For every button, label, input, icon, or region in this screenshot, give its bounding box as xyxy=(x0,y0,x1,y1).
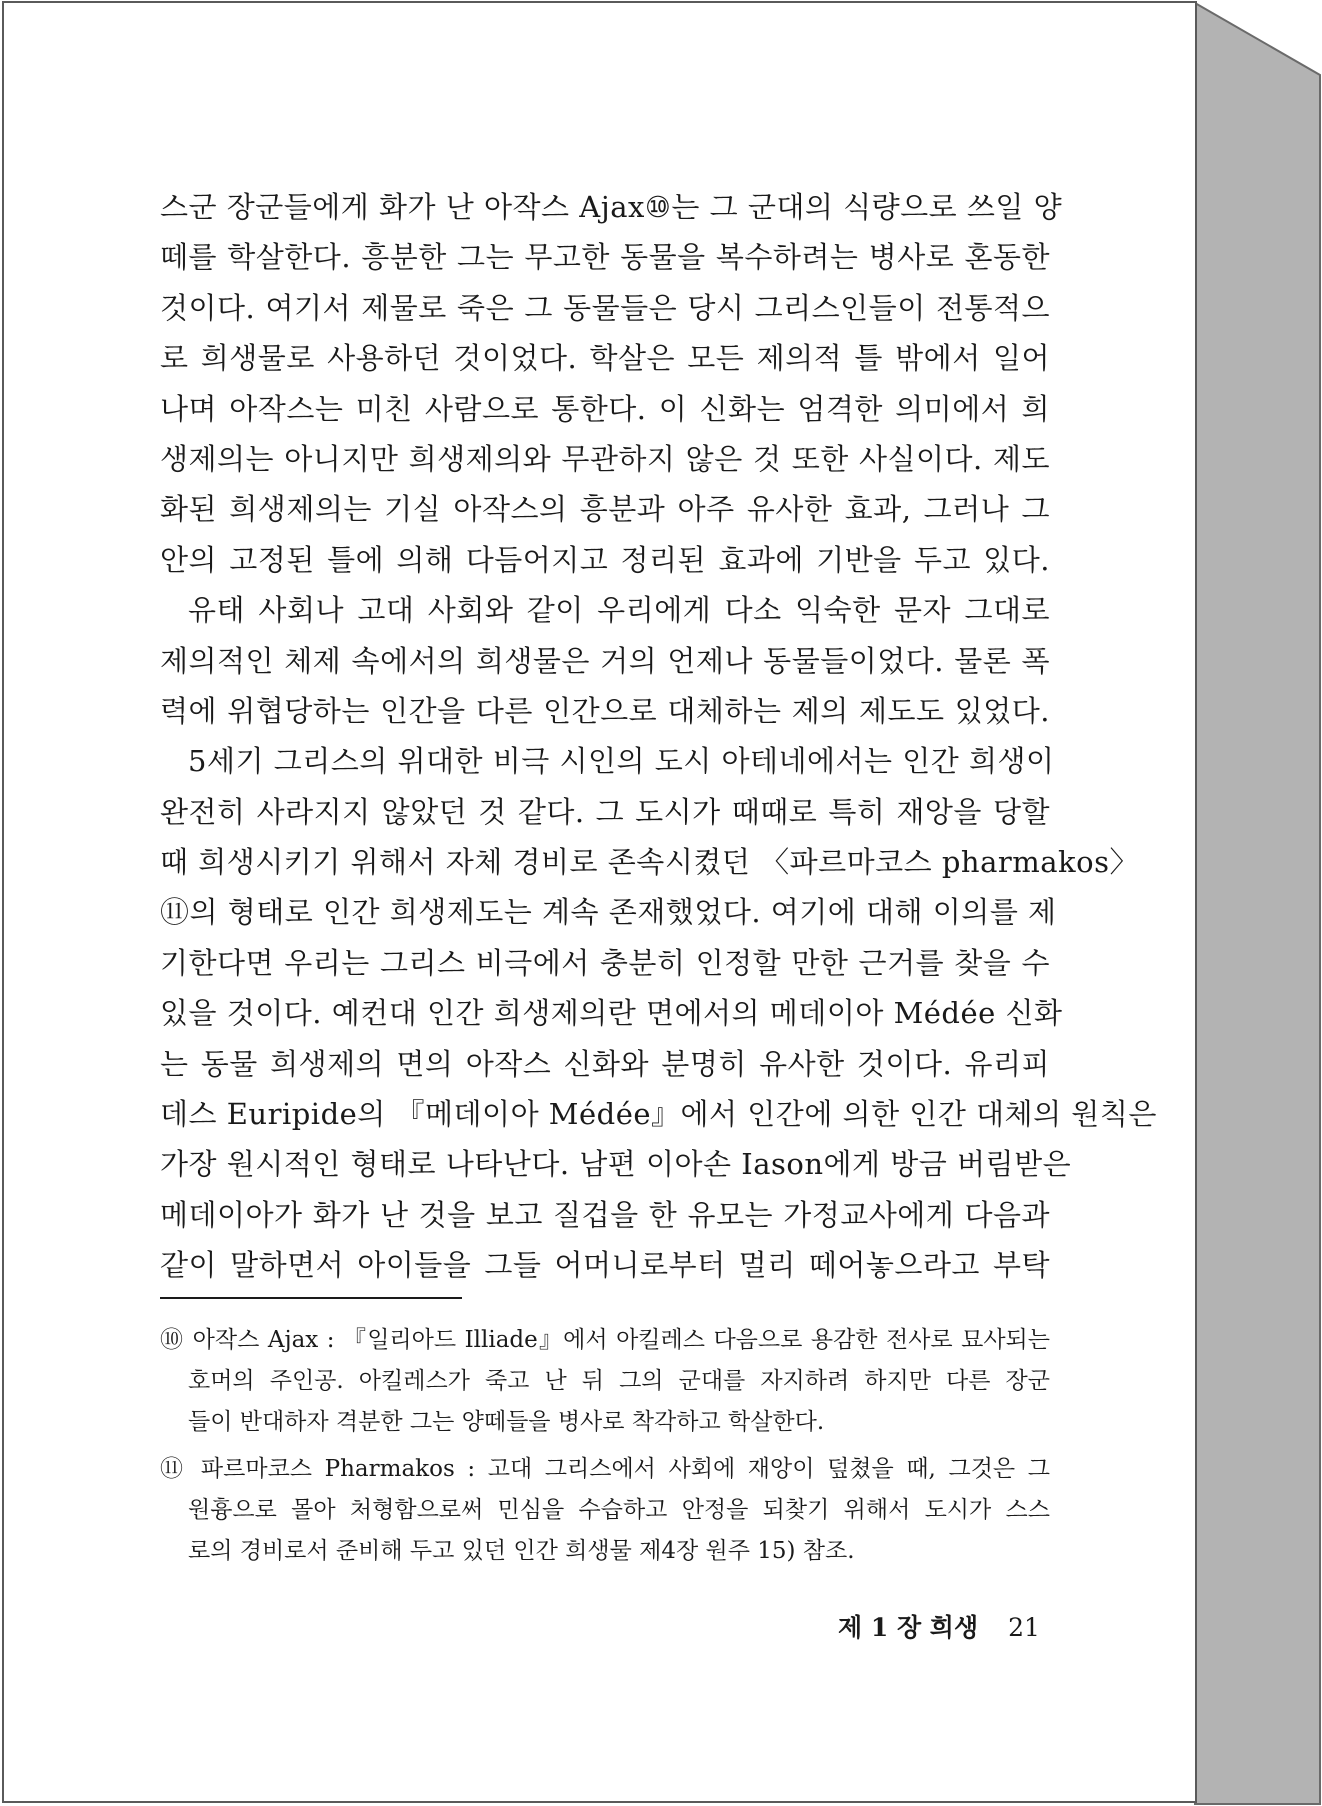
body-line: ⑪의 형태로 인간 희생제도는 계속 존재했었다. 여기에 대해 이의를 제 xyxy=(160,895,1057,930)
body-line: 데스 Euripide의 『메데이아 Médée』에서 인간에 의한 인간 대체의 원칙은 xyxy=(160,1097,1157,1132)
body-line: 유태 사회나 고대 사회와 같이 우리에게 다소 익숙한 문자 그대로 xyxy=(188,593,1050,628)
footnotes xyxy=(160,1320,1050,1578)
footnote-divider xyxy=(160,1297,462,1299)
footnote-line: ⑩ 아작스 Ajax : 『일리아드 Illiade』에서 아킬레스 다음으로 용감한 전사로 묘사되는 xyxy=(160,1327,1050,1353)
running-head: 제 1 장 희생 xyxy=(838,1613,979,1642)
body-line: 메데이아가 화가 난 것을 보고 질겁을 한 유모는 가정교사에게 다음과 xyxy=(160,1197,1050,1232)
body-line: 같이 말하면서 아이들을 그들 어머니로부터 멀리 떼어놓으라고 부탁 xyxy=(160,1248,1050,1283)
body-line: 스군 장군들에게 화가 난 아작스 Ajax⑩는 그 군대의 식량으로 쓰일 양 xyxy=(160,190,1063,224)
body-line: 때 희생시키기 위해서 자체 경비로 존속시켰던 〈파르마코스 pharmakos〉 xyxy=(160,845,1139,880)
body-line: 로 희생물로 사용하던 것이었다. 학살은 모든 제의적 틀 밖에서 일어 xyxy=(160,341,1050,376)
body-line: 기한다면 우리는 그리스 비극에서 충분히 인정할 만한 근거를 찾을 수 xyxy=(160,945,1050,980)
body-line: 5세기 그리스의 위대한 비극 시인의 도시 아테네에서는 인간 희생이 xyxy=(188,744,1055,779)
footnote-line: 호머의 주인공. 아킬레스가 죽고 난 뒤 그의 군대를 자지하려 하지만 다른 장군 xyxy=(188,1368,1050,1394)
body-line: 제의적인 체제 속에서의 희생물은 거의 언제나 동물들이었다. 물론 폭 xyxy=(160,643,1050,678)
footnote-line: 들이 반대하자 격분한 그는 양떼들을 병사로 착각하고 학살한다. xyxy=(188,1409,825,1435)
body-line: 있을 것이다. 예컨대 인간 희생제의란 면에서의 메데이아 Médée 신화 xyxy=(160,996,1063,1031)
body-line: 화된 희생제의는 기실 아작스의 흥분과 아주 유사한 효과, 그러나 그 xyxy=(160,492,1050,527)
body-line: 것이다. 여기서 제물로 죽은 그 동물들은 당시 그리스인들이 전통적으 xyxy=(160,290,1050,325)
page-footer xyxy=(838,1608,1040,1644)
body-line: 력에 위협당하는 인간을 다른 인간으로 대체하는 제의 제도도 있었다. xyxy=(160,693,1050,728)
body-line: 나며 아작스는 미친 사람으로 통한다. 이 신화는 엄격한 의미에서 희 xyxy=(160,391,1050,426)
body-line: 떼를 학살한다. 흥분한 그는 무고한 동물을 복수하려는 병사로 혼동한 xyxy=(160,240,1050,275)
body-line: 안의 고정된 틀에 의해 다듬어지고 정리된 효과에 기반을 두고 있다. xyxy=(160,542,1050,577)
footnote-10 xyxy=(160,1320,1050,1443)
footnote-line: 원흉으로 몰아 처형함으로써 민심을 수습하고 안정을 되찾기 위해서 도시가 스스 xyxy=(188,1497,1050,1523)
footnote-line: ⑪ 파르마코스 Pharmakos : 고대 그리스에서 사회에 재앙이 덮쳤을 때, 그것은 그 xyxy=(160,1456,1050,1482)
footnote-11 xyxy=(160,1449,1050,1572)
body-line: 생제의는 아니지만 희생제의와 무관하지 않은 것 또한 사실이다. 제도 xyxy=(160,441,1050,476)
body-line: 는 동물 희생제의 면의 아작스 신화와 분명히 유사한 것이다. 유리피 xyxy=(160,1046,1050,1081)
page-number: 21 xyxy=(1008,1613,1040,1642)
footnote-line: 로의 경비로서 준비해 두고 있던 인간 희생물 제4장 원주 15) 참조. xyxy=(188,1538,855,1564)
body-text xyxy=(160,182,1157,1291)
body-line: 가장 원시적인 형태로 나타난다. 남편 이아손 Iason에게 방금 버림받은 xyxy=(160,1147,1072,1182)
body-line: 완전히 사라지지 않았던 것 같다. 그 도시가 때때로 특히 재앙을 당할 xyxy=(160,794,1050,829)
